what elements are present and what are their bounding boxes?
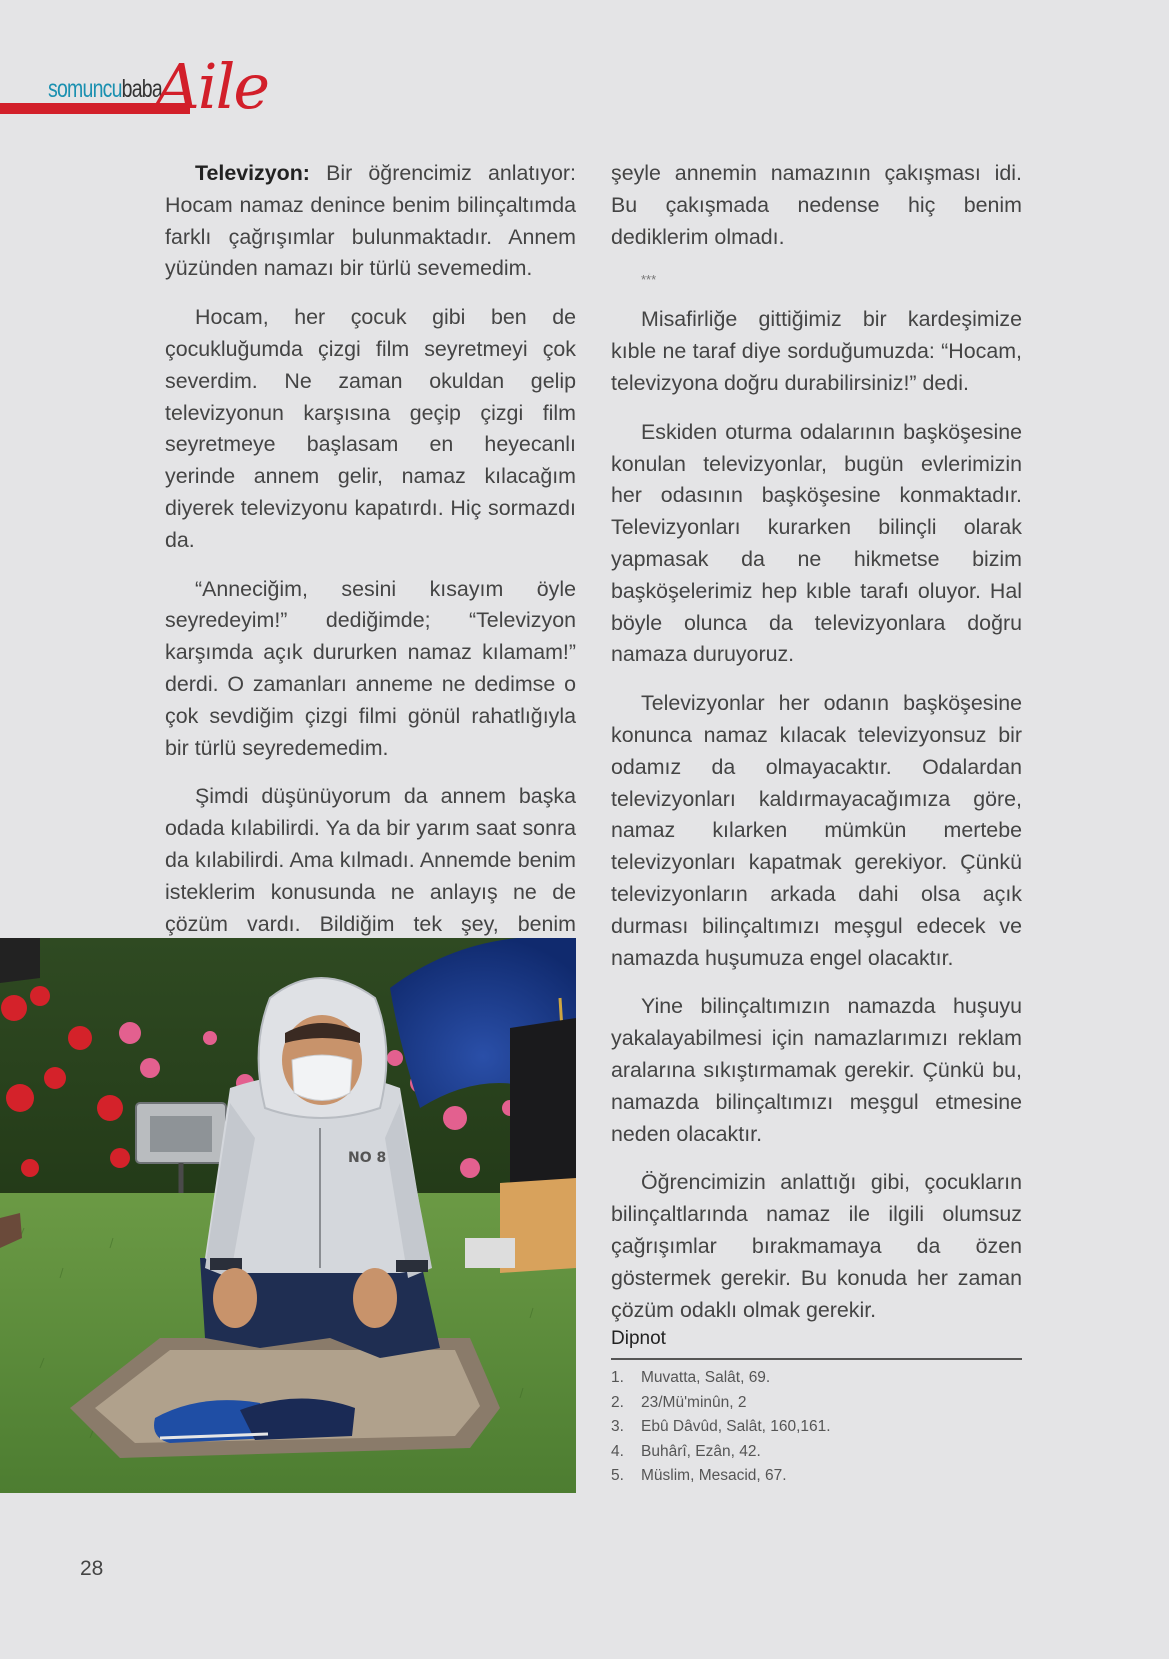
photo-illustration xyxy=(0,938,576,1493)
section-title: Aile xyxy=(155,50,269,123)
footnotes-list xyxy=(611,1366,831,1489)
left-column xyxy=(165,158,576,989)
paragraph: Yine bilinçaltımızın namazda huşuyu yakalayabilmesi için namazlarımızı reklam aralarına sıkıştırmamak gerekir. Çünkü bu, namazda bilinçaltımızı meşgul etmesine neden olacaktır. xyxy=(611,994,1022,1146)
footnote-text: 23/Mü'minûn, 2 xyxy=(641,1393,747,1411)
paragraph: Misafirliğe gittiğimiz bir kardeşimize kıble ne taraf diye sorduğumuzda: “Hocam, televizyona doğru durabilirsiniz!” dedi. xyxy=(611,307,1022,395)
footnote-number: 5. xyxy=(611,1467,624,1484)
brand-wordmark xyxy=(48,75,162,104)
footnote-item xyxy=(611,1464,831,1489)
paragraph-text: Bir öğrencimiz anlatıyor: Hocam namaz denince benim bilinçaltımda farklı çağrışımlar bulunmaktadır. Annem yüzünden namazı bir türlü sevemedim. xyxy=(165,161,576,281)
footnote-text: Ebû Dâvûd, Salât, 160,161. xyxy=(641,1418,831,1435)
paragraph: Hocam, her çocuk gibi ben de çocukluğumda çizgi film seyretmeyi çok severdim. Ne zaman okuldan gelip televizyonun karşısına geçip çizgi film seyretmeye başlasam en heyecanlı yerinde annem gelir, namaz kılacağım diyerek televizyonu kapatırdı. Hiç sormazdı da. xyxy=(165,305,576,552)
footnote-number: 3. xyxy=(611,1418,624,1435)
footnote-text: Buhârî, Ezân, 42. xyxy=(641,1442,761,1460)
footnote-number: 2. xyxy=(611,1393,624,1411)
footnote-number: 1. xyxy=(611,1369,624,1386)
section-separator: *** xyxy=(641,272,657,288)
footnote-number: 4. xyxy=(611,1442,624,1460)
lead-term: Televizyon: xyxy=(195,161,310,185)
footnotes-divider xyxy=(611,1358,1022,1360)
paragraph-continued: şeyle annemin namazının çakışması idi. Bu çakışmada nedense hiç benim dediklerim olmadı. xyxy=(611,161,1022,249)
footnote-item xyxy=(611,1366,831,1391)
paragraph: Eskiden oturma odalarının başköşesine konulan televizyonlar, bugün evlerimizin her odasının başköşesine konmaktadır. Televizyonları kurarken bilinçli olarak yapmasak da ne hikmetse bizim başköşelerimiz hep kıble tarafı oluyor. Hal böyle olunca da televizyonlara doğru namaza duruyoruz. xyxy=(611,419,1022,667)
footnote-text: Muvatta, Salât, 69. xyxy=(641,1369,771,1386)
right-column xyxy=(611,158,1022,1343)
footnotes-title: Dipnot xyxy=(611,1328,666,1349)
hoodie-print: NO 8 xyxy=(348,1150,387,1166)
paragraph: Öğrencimizin anlattığı gibi, çocukların bilinçaltlarında namaz ile ilgili olumsuz çağrışımlar bırakmamaya da özen göstermek gerekir. Bu konuda her zaman çözüm odaklı olmak gerekir. xyxy=(611,1170,1022,1322)
paragraph: Televizyonlar her odanın başköşesine konunca namaz kılacak televizyonsuz bir odamız da olmayacaktır. Odalardan televizyonları kaldırmayacağımıza göre, namaz kılarken mümkün mertebe televizyonları kapatmak gerekiyor. Çünkü televizyonların arkada dahi olsa açık durması bilinçaltımızı meşgul edecek ve namazda huşumuza engel olacaktır. xyxy=(611,691,1022,970)
footnote-item xyxy=(611,1391,831,1416)
paragraph: Şimdi düşünüyorum da annem başka odada kılabilirdi. Ya da bir yarım saat sonra da kılabilirdi. Ama kılmadı. Annemde benim isteklerim konusunda ne anlayış ne de çözüm vardı. Bildiğim tek şey, benim xyxy=(165,784,576,936)
footnote-item xyxy=(611,1415,831,1440)
article-photo xyxy=(0,938,576,1493)
paragraph: “Anneciğim, sesini kısayım öyle seyredeyim!” dediğimde; “Televizyon karşımda açık dururken namaz kılamam!” derdi. O zamanları anneme ne dedimse o çok sevdiğim çizgi filmi gönül rahatlığıyla bir türlü seyredemedim. xyxy=(165,576,576,760)
brand-part-2: baba xyxy=(121,75,162,103)
page-number: 28 xyxy=(80,1557,104,1580)
footnote-text: Müslim, Mesacid, 67. xyxy=(641,1467,787,1484)
brand-part-1: somuncu xyxy=(48,75,122,103)
footnote-item xyxy=(611,1440,831,1465)
paragraph xyxy=(165,158,576,285)
